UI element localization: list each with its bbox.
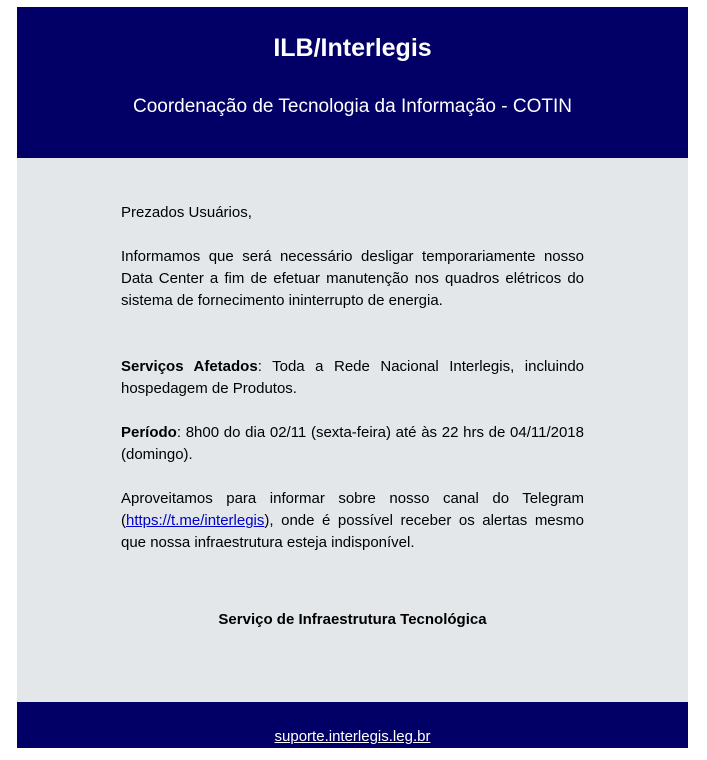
services-text: : Toda a Rede Nacional Interlegis, incluindo hospedagem de Produtos. (121, 358, 585, 397)
services-paragraph (121, 356, 584, 400)
message-body (17, 158, 688, 702)
footer-banner (17, 702, 688, 748)
greeting: Prezados Usuários, (121, 204, 252, 221)
telegram-link[interactable]: https://t.me/interlegis (126, 512, 265, 529)
services-label: Serviços Afetados (121, 358, 258, 375)
period-label: Período (121, 424, 177, 441)
telegram-text-after: ), onde é possível receber os alertas mesmo que nossa infraestrutura esteja indisponível. (121, 512, 584, 551)
header-title: ILB/Interlegis (273, 34, 432, 62)
period-text: : 8h00 do dia 02/11 (sexta-feira) até às 22 hrs de 04/11/2018 (domingo). (121, 424, 584, 463)
telegram-paragraph (121, 488, 584, 554)
intro-paragraph: Informamos que será necessário desligar temporariamente nosso Data Center a fim de efetuar manutenção nos quadros elétricos do sistema de fornecimento ininterrupto de energia. (121, 248, 584, 309)
signature: Serviço de Infraestrutura Tecnológica (218, 611, 487, 628)
period-paragraph (121, 422, 584, 466)
email-container (17, 7, 688, 748)
telegram-text-before: Aproveitamos para informar sobre nosso canal do Telegram ( (121, 490, 584, 529)
header-subtitle: Coordenação de Tecnologia da Informação - COTIN (132, 96, 572, 117)
header-banner (17, 7, 688, 158)
support-link[interactable]: suporte.interlegis.leg.br (274, 728, 431, 745)
